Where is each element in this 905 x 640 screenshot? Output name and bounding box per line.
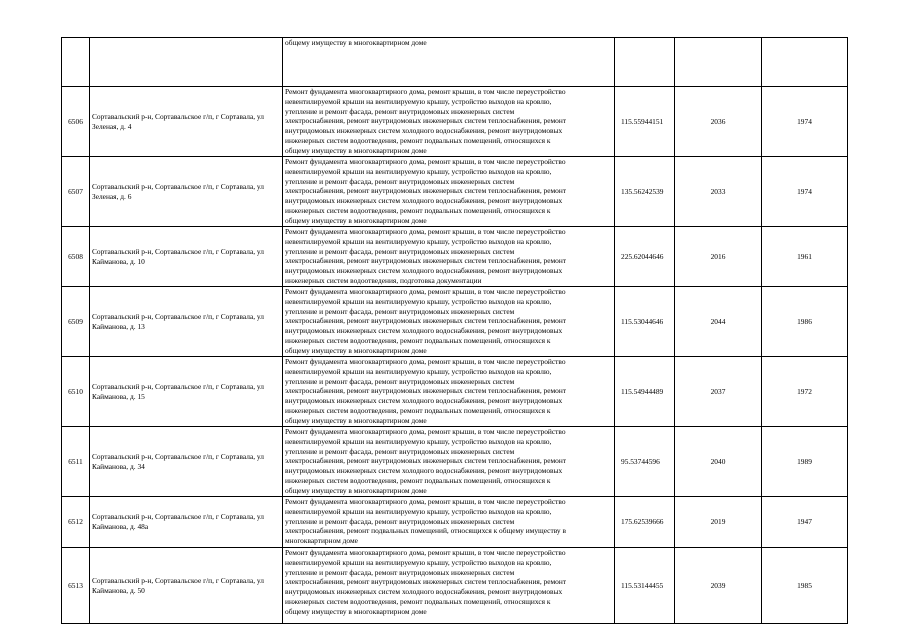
row-cost: 115.53144455 <box>615 548 675 624</box>
row-address: Сортавальский р-н, Сортавальское г/п, г Сортавала, ул Кайманова, д. 15 <box>90 357 283 427</box>
row-repair-year <box>675 38 762 87</box>
row-number: 6512 <box>62 497 90 548</box>
row-works: Ремонт фундамента многоквартирного дома, ремонт крыши, в том числе переустройство невентилируемой крыши на вентилируемую крышу, устройство выходов на кровлю, утепление и ремонт фасада, ремонт внутридомовых инженерных систем электроснабжения, ремонт внутридомовых инженерных систем теплоснабжения, ремонт внутридомовых инженерных систем холодного водоснабжения, ремонт внутридомовых инженерных систем водоотведения, ремонт подвальных помещений, относящихся к общему имуществу в многоквартирном доме <box>283 157 615 227</box>
row-number: 6506 <box>62 87 90 157</box>
row-cost: 135.56242539 <box>615 157 675 227</box>
row-works: Ремонт фундамента многоквартирного дома, ремонт крыши, в том числе переустройство невентилируемой крыши на вентилируемую крышу, устройство выходов на кровлю, утепление и ремонт фасада, ремонт внутридомовых инженерных систем электроснабжения, ремонт внутридомовых инженерных систем теплоснабжения, ремонт внутридомовых инженерных систем холодного водоснабжения, ремонт внутридомовых инженерных систем водоотведения, ремонт подвальных помещений, относящихся к общему имуществу в многоквартирном доме <box>283 87 615 157</box>
row-built-year <box>762 38 848 87</box>
row-built-year: 1985 <box>762 548 848 624</box>
table-row <box>62 157 848 227</box>
row-address: Сортавальский р-н, Сортавальское г/п, г Сортавала, ул Кайманова, д. 13 <box>90 287 283 357</box>
table-row <box>62 427 848 497</box>
row-built-year: 1972 <box>762 357 848 427</box>
table-row <box>62 287 848 357</box>
table-row <box>62 357 848 427</box>
row-repair-year: 2040 <box>675 427 762 497</box>
row-repair-year: 2036 <box>675 87 762 157</box>
row-number: 6508 <box>62 227 90 287</box>
table-row <box>62 227 848 287</box>
row-address <box>90 38 283 87</box>
row-repair-year: 2039 <box>675 548 762 624</box>
row-works: Ремонт фундамента многоквартирного дома, ремонт крыши, в том числе переустройство невентилируемой крыши на вентилируемую крышу, устройство выходов на кровлю, утепление и ремонт фасада, ремонт внутридомовых инженерных систем электроснабжения, ремонт внутридомовых инженерных систем теплоснабжения, ремонт внутридомовых инженерных систем холодного водоснабжения, ремонт внутридомовых инженерных систем водоотведения, ремонт подвальных помещений, относящихся к общему имуществу в многоквартирном доме <box>283 548 615 624</box>
row-repair-year: 2033 <box>675 157 762 227</box>
table-row <box>62 38 848 87</box>
row-built-year: 1974 <box>762 87 848 157</box>
row-cost: 225.62044646 <box>615 227 675 287</box>
row-works: Ремонт фундамента многоквартирного дома, ремонт крыши, в том числе переустройство невентилируемой крыши на вентилируемую крышу, устройство выходов на кровлю, утепление и ремонт фасада, ремонт внутридомовых инженерных систем электроснабжения, ремонт внутридомовых инженерных систем теплоснабжения, ремонт внутридомовых инженерных систем холодного водоснабжения, ремонт внутридомовых инженерных систем водоотведения, ремонт подвальных помещений, относящихся к общему имуществу в многоквартирном доме <box>283 427 615 497</box>
row-works: общему имуществу в многоквартирном доме <box>283 38 615 87</box>
row-number: 6507 <box>62 157 90 227</box>
row-address: Сортавальский р-н, Сортавальское г/п, г Сортавала, ул Зеленая, д. 4 <box>90 87 283 157</box>
table-row <box>62 497 848 548</box>
table-body <box>62 38 848 624</box>
row-repair-year: 2019 <box>675 497 762 548</box>
row-address: Сортавальский р-н, Сортавальское г/п, г Сортавала, ул Кайманова, д. 48а <box>90 497 283 548</box>
capital-repair-table <box>61 37 848 624</box>
row-works: Ремонт фундамента многоквартирного дома, ремонт крыши, в том числе переустройство невентилируемой крыши на вентилируемую крышу, устройство выходов на кровлю, утепление и ремонт фасада, ремонт внутридомовых инженерных систем электроснабжения, ремонт подвальных помещений, относящихся к общему имуществу в многоквартирном доме <box>283 497 615 548</box>
row-repair-year: 2016 <box>675 227 762 287</box>
row-address: Сортавальский р-н, Сортавальское г/п, г Сортавала, ул Кайманова, д. 34 <box>90 427 283 497</box>
row-number: 6510 <box>62 357 90 427</box>
row-repair-year: 2037 <box>675 357 762 427</box>
row-works: Ремонт фундамента многоквартирного дома, ремонт крыши, в том числе переустройство невентилируемой крыши на вентилируемую крышу, устройство выходов на кровлю, утепление и ремонт фасада, ремонт внутридомовых инженерных систем электроснабжения, ремонт внутридомовых инженерных систем теплоснабжения, ремонт внутридомовых инженерных систем холодного водоснабжения, ремонт внутридомовых инженерных систем водоотведения, подготовка документации <box>283 227 615 287</box>
table-row <box>62 548 848 624</box>
row-cost <box>615 38 675 87</box>
row-address: Сортавальский р-н, Сортавальское г/п, г Сортавала, ул Кайманова, д. 10 <box>90 227 283 287</box>
row-address: Сортавальский р-н, Сортавальское г/п, г Сортавала, ул Кайманова, д. 50 <box>90 548 283 624</box>
row-cost: 175.62539666 <box>615 497 675 548</box>
row-built-year: 1986 <box>762 287 848 357</box>
row-cost: 115.54944489 <box>615 357 675 427</box>
row-cost: 115.55944151 <box>615 87 675 157</box>
row-works: Ремонт фундамента многоквартирного дома, ремонт крыши, в том числе переустройство невентилируемой крыши на вентилируемую крышу, устройство выходов на кровлю, утепление и ремонт фасада, ремонт внутридомовых инженерных систем электроснабжения, ремонт внутридомовых инженерных систем теплоснабжения, ремонт внутридомовых инженерных систем холодного водоснабжения, ремонт внутридомовых инженерных систем водоотведения, ремонт подвальных помещений, относящихся к общему имуществу в многоквартирном доме <box>283 287 615 357</box>
row-works: Ремонт фундамента многоквартирного дома, ремонт крыши, в том числе переустройство невентилируемой крыши на вентилируемую крышу, устройство выходов на кровлю, утепление и ремонт фасада, ремонт внутридомовых инженерных систем электроснабжения, ремонт внутридомовых инженерных систем теплоснабжения, ремонт внутридомовых инженерных систем холодного водоснабжения, ремонт внутридомовых инженерных систем водоотведения, ремонт подвальных помещений, относящихся к общему имуществу в многоквартирном доме <box>283 357 615 427</box>
row-built-year: 1974 <box>762 157 848 227</box>
row-built-year: 1947 <box>762 497 848 548</box>
row-cost: 115.53044646 <box>615 287 675 357</box>
row-number <box>62 38 90 87</box>
row-number: 6511 <box>62 427 90 497</box>
row-repair-year: 2044 <box>675 287 762 357</box>
row-built-year: 1989 <box>762 427 848 497</box>
row-number: 6513 <box>62 548 90 624</box>
row-built-year: 1961 <box>762 227 848 287</box>
row-cost: 95.53744596 <box>615 427 675 497</box>
table-row <box>62 87 848 157</box>
row-address: Сортавальский р-н, Сортавальское г/п, г Сортавала, ул Зеленая, д. 6 <box>90 157 283 227</box>
row-number: 6509 <box>62 287 90 357</box>
